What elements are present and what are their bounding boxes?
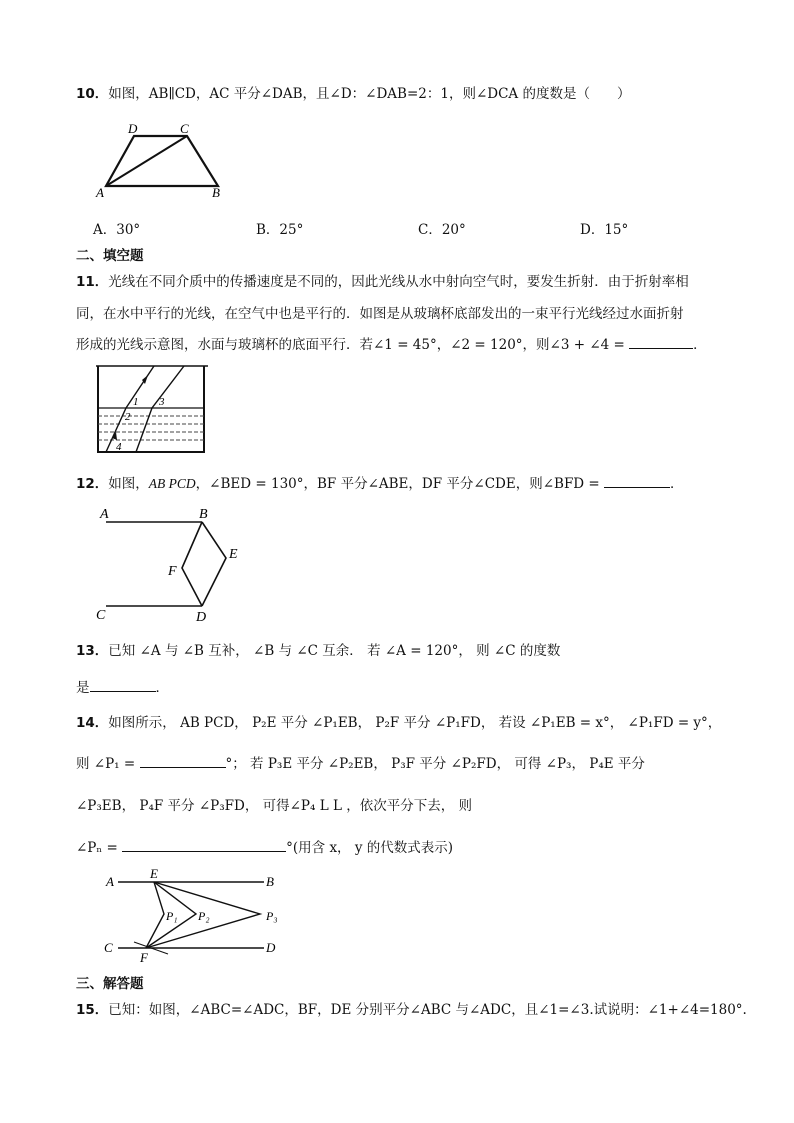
q13-answer-blank[interactable]: [90, 676, 156, 692]
q14-text-1: 如图所示， AB PCD， P₂E 平分 ∠P₁EB， P₂F 平分 ∠P₁FD， 若设 ∠P₁EB = x°， ∠P₁FD = y°，: [108, 715, 722, 731]
section-fill-in-title: 二、填空题: [76, 248, 144, 264]
q10-diagonal-ac: [106, 136, 187, 186]
q14-number: 14．: [76, 715, 109, 731]
q13-line2: [76, 676, 169, 696]
q11-label-1: 1: [133, 396, 139, 408]
q11-number: 11．: [76, 274, 109, 290]
q10-label-c: C: [180, 121, 189, 136]
q11-answer-blank[interactable]: [629, 333, 693, 349]
section-answer-title: 三、解答题: [76, 976, 144, 992]
q10-number: 10．: [76, 86, 109, 102]
q10-text: 如图，AB∥CD，AC 平分∠DAB，且∠D：∠DAB=2：1，则∠DCA 的度数是（ ）: [108, 86, 631, 102]
q12-label-f: F: [168, 564, 177, 579]
q11-light-ray-1: [106, 366, 154, 452]
q12-label-e: E: [229, 547, 238, 562]
q14-answer-blank-2[interactable]: [122, 836, 286, 852]
q12-number: 12．: [76, 476, 109, 492]
q11-text-3: 形成的光线示意图，水面与玻璃杯的底面平行．若∠1 = 45°，∠2 = 120°，则∠3 + ∠4 =: [76, 337, 625, 353]
q13-text-2: 是: [76, 680, 90, 696]
q12-polyline-bfd: [182, 522, 202, 606]
q12-text-c: ，∠BED = 130°，BF 平分∠ABE，DF 平分∠CDE，则∠BFD =: [195, 476, 600, 492]
q14-text-2a: 则 ∠P₁ =: [76, 756, 136, 772]
q15-stem: [76, 998, 747, 1018]
q11-label-3: 3: [159, 396, 165, 408]
q13-text: 已知 ∠A 与 ∠B 互补， ∠B 与 ∠C 互余． 若 ∠A = 120°， 则 ∠C 的度数: [108, 643, 561, 659]
q14-label-d: D: [266, 940, 276, 955]
q12-figure: [92, 502, 252, 626]
q11-text-1: 光线在不同介质中的传播速度是不同的，因此光线从水中射向空气时，要发生折射．由于折射率相: [108, 274, 689, 290]
q11-line2: 同，在水中平行的光线，在空气中也是平行的．如图是从玻璃杯底部发出的一束平行光线经过水面折射: [76, 306, 684, 322]
q10-option-d: D．15°: [580, 222, 629, 238]
q14-text-2b: °； 若 P₃E 平分 ∠P₂EB， P₃F 平分 ∠P₂FD， 可得 ∠P₃， P₄E 平分: [225, 756, 645, 772]
q14-label-e: E: [150, 866, 158, 881]
q10-stem: [76, 82, 630, 102]
q14-label-a: A: [106, 874, 114, 889]
q11-light-ray-2: [136, 366, 184, 452]
q14-label-p1: P₁: [166, 909, 178, 923]
q10-option-b: B．25°: [256, 222, 304, 238]
q11-label-2: 2: [125, 411, 131, 423]
q13-line1: [76, 639, 560, 659]
q14-text-4b: °(用含 x， y 的代数式表示): [286, 840, 454, 856]
q11-line1: [76, 270, 689, 290]
q14-line2: [76, 752, 645, 772]
q11-label-4: 4: [116, 441, 122, 453]
q14-line3: ∠P₃EB， P₄F 平分 ∠P₃FD， 可得∠P₄ L L ，依次平分下去， 则: [76, 798, 473, 814]
q10-figure: [92, 118, 232, 198]
q13-text-end: ．: [155, 680, 169, 696]
q14-label-c: C: [104, 940, 113, 955]
q14-label-b: B: [266, 874, 274, 889]
q14-label-p3: P₃: [266, 909, 278, 923]
q12-label-a: A: [100, 507, 109, 522]
q10-label-b: B: [212, 185, 220, 198]
q11-glass-figure: [92, 360, 212, 460]
q14-label-f: F: [140, 950, 148, 965]
q14-figure: [100, 862, 300, 966]
q14-label-p2: P₂: [198, 909, 210, 923]
q12-text-d: ．: [670, 476, 684, 492]
q11-line3: [76, 333, 707, 353]
q10-label-a: A: [96, 185, 104, 198]
q12-label-d: D: [196, 610, 207, 625]
q12-text-a: 如图，: [108, 476, 149, 492]
q14-answer-blank-1[interactable]: [140, 752, 226, 768]
q12-label-c: C: [96, 608, 106, 623]
q12-label-b: B: [199, 507, 208, 522]
q14-text-4a: ∠Pₙ =: [76, 840, 118, 856]
q10-option-a: A．30°: [93, 222, 141, 238]
q12-stem: [76, 472, 684, 492]
q10-trapezoid: [106, 136, 218, 186]
q10-label-d: D: [128, 121, 138, 136]
q14-line1: [76, 711, 721, 731]
q12-polyline-bed: [202, 522, 226, 606]
q12-text-b: AB PCD: [148, 476, 196, 491]
q12-answer-blank[interactable]: [604, 472, 670, 488]
q11-text-end: ．: [693, 337, 707, 353]
q10-option-c: C．20°: [418, 222, 466, 238]
q13-number: 13．: [76, 643, 109, 659]
q15-text: 已知：如图，∠ABC=∠ADC，BF，DE 分别平分∠ABC 与∠ADC，且∠1=∠3.试说明：∠1+∠4=180°.: [108, 1002, 747, 1018]
q15-number: 15．: [76, 1002, 109, 1018]
q14-line4: [76, 836, 453, 856]
